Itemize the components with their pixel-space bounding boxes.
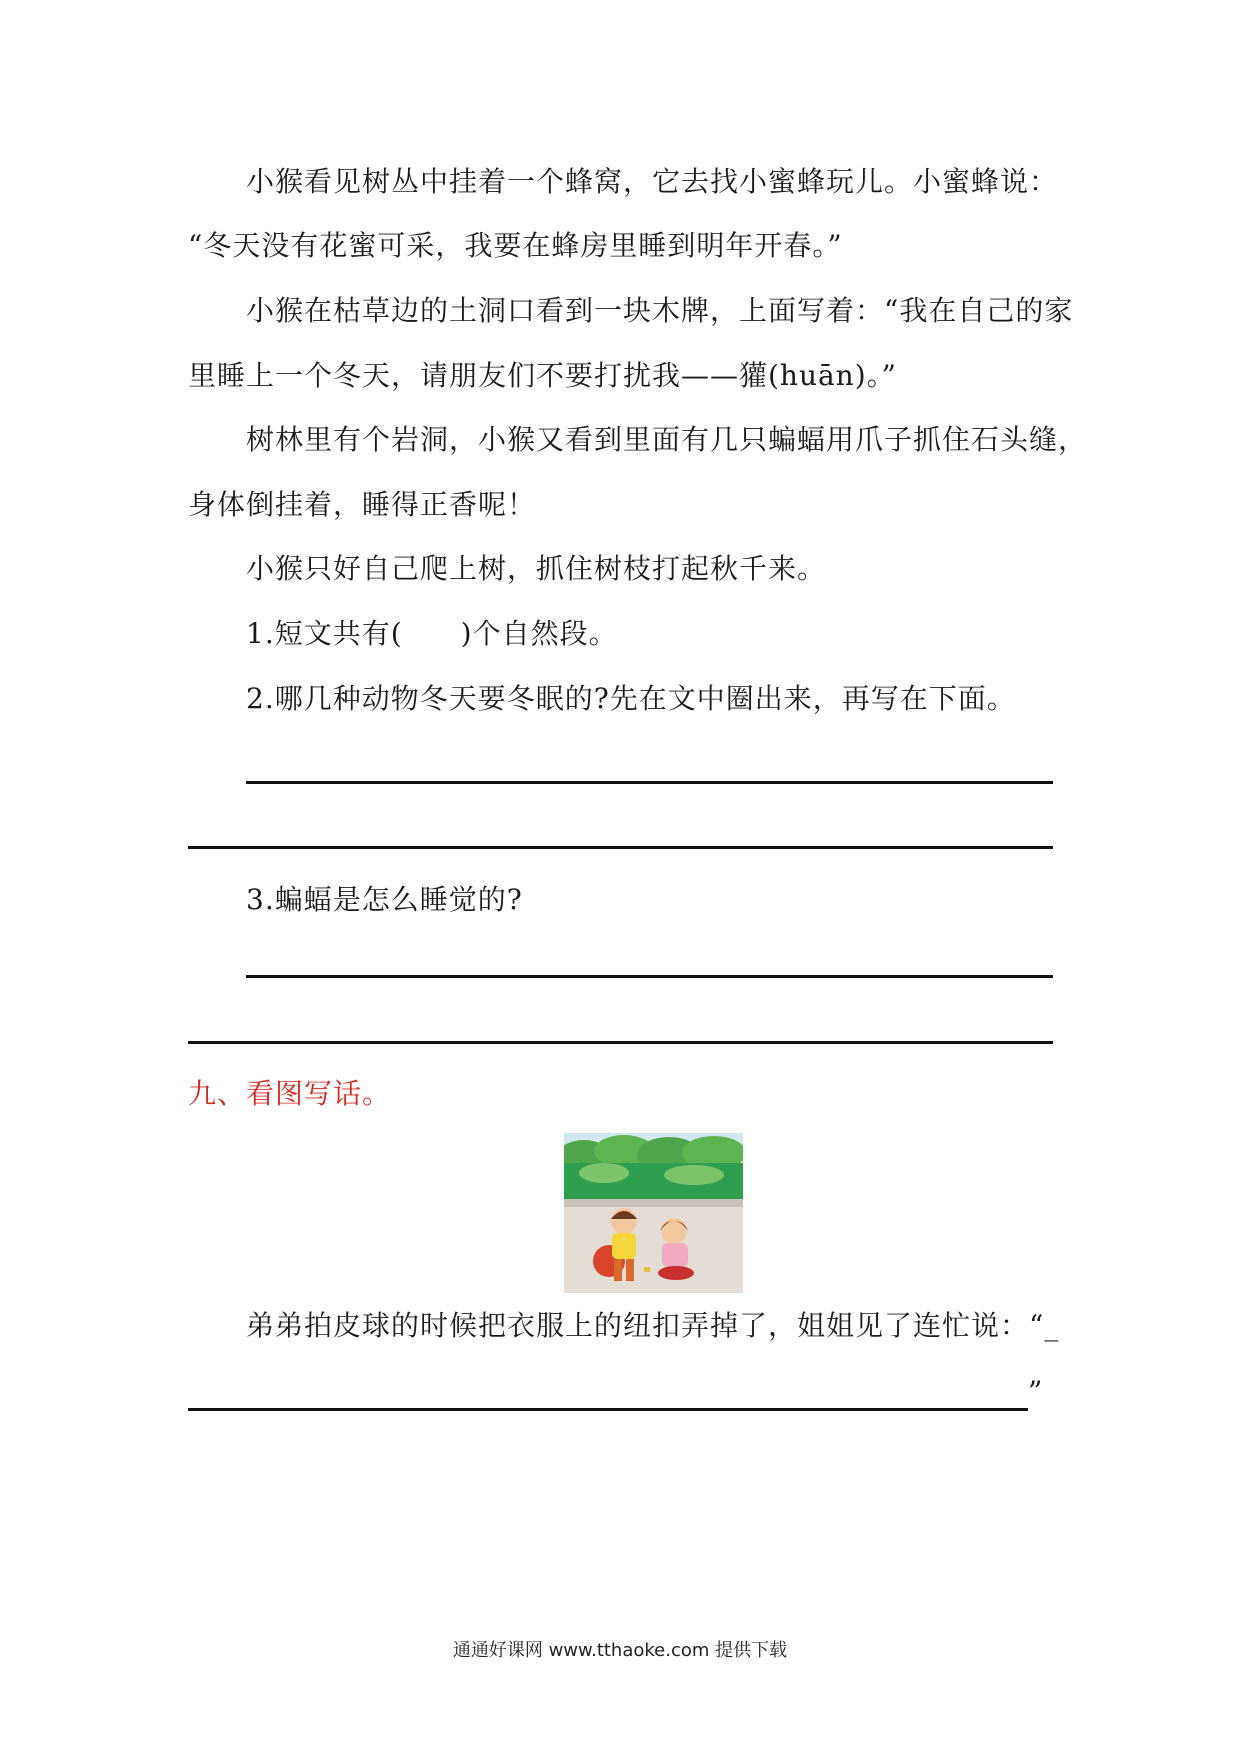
writing-line[interactable]	[188, 1408, 1028, 1411]
kids-illustration	[564, 1133, 743, 1293]
writing-prompt: 弟弟拍皮球的时候把衣服上的纽扣弄掉了，姐姐见了连忙说：“_	[246, 1309, 1060, 1342]
passage-line: 里睡上一个冬天，请朋友们不要打扰我——獾(huān)。”	[188, 359, 897, 392]
answer-line[interactable]	[246, 781, 1053, 784]
question-2: 2.哪几种动物冬天要冬眠的?先在文中圈出来，再写在下面。	[246, 682, 1016, 715]
section-heading: 九、看图写话。	[188, 1077, 392, 1110]
passage-line: 小猴看见树丛中挂着一个蜂窝，它去找小蜜蜂玩儿。小蜜蜂说：	[246, 165, 1059, 198]
passage-line: 树林里有个岩洞，小猴又看到里面有几只蝙蝠用爪子抓住石头缝，	[246, 423, 1088, 456]
passage-line: 小猴在枯草边的土洞口看到一块木牌，上面写着：“我在自己的家	[246, 294, 1074, 327]
question-3: 3.蝙蝠是怎么睡觉的?	[246, 883, 523, 916]
question-1: 1.短文共有( )个自然段。	[246, 617, 618, 650]
passage-line: 身体倒挂着，睡得正香呢！	[188, 488, 537, 521]
answer-line[interactable]	[246, 975, 1053, 978]
footer-credit: 通通好课网 www.tthaoke.com 提供下载	[452, 1640, 788, 1661]
closing-quote: ”	[1028, 1375, 1044, 1408]
passage-line: “冬天没有花蜜可采，我要在蜂房里睡到明年开春。”	[188, 229, 843, 262]
answer-line[interactable]	[188, 1041, 1053, 1044]
answer-line[interactable]	[188, 846, 1053, 849]
passage-line: 小猴只好自己爬上树，抓住树枝打起秋千来。	[246, 552, 827, 585]
